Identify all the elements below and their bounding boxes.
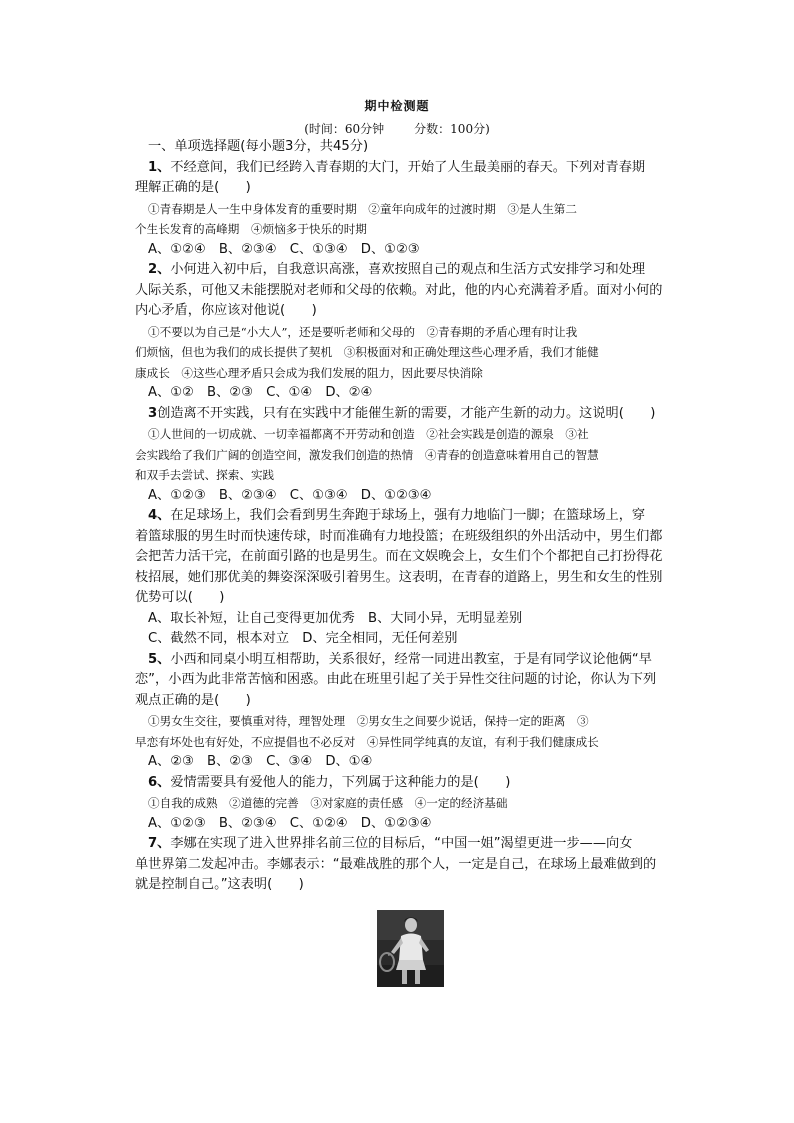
question-stem-line: 创造离不开实践，只有在实践中才能催生新的需要，才能产生新的动力。这说明( ): [157, 405, 656, 421]
statement-line: ①男女生交往，要慎重对待，理智处理 ②男女生之间要少说话，保持一定的距离 ③: [148, 714, 589, 728]
answer-choices: C、截然不同，根本对立 D、完全相同，无任何差别: [148, 631, 458, 646]
question-stem-line: 小西和同桌小明互相帮助，关系很好，经常一同进出教室，于是有同学议论他俩“早: [170, 651, 652, 667]
statement-line: ①人世间的一切成就、一切幸福都离不开劳动和创造 ②社会实践是创造的源泉 ③社: [148, 427, 589, 441]
statement-line: 们烦恼，但也为我们的成长提供了契机 ③积极面对和正确处理这些心理矛盾，我们才能健: [135, 345, 599, 359]
answer-choices: A、①② B、②③ C、①④ D、②④: [148, 385, 373, 400]
score-label: 分数：100分): [414, 122, 490, 136]
question-5: [135, 650, 670, 773]
statement-line: ①自我的成熟 ②道德的完善 ③对家庭的责任感 ④一定的经济基础: [148, 796, 508, 810]
question-stem-line: 观点正确的是( ): [135, 692, 251, 708]
question-number: 2、: [148, 262, 171, 277]
question-stem-line: 优势可以( ): [135, 590, 225, 605]
answer-choices: A、取长补短，让自己变得更加优秀 B、大同小异，无明显差别: [148, 610, 523, 626]
question-number: 6、: [148, 774, 171, 790]
question-stem-line: 就是控制自己。”这表明( ): [135, 877, 304, 892]
exam-title: 期中检测题: [364, 99, 430, 113]
statement-line: ①青春期是人一生中身体发育的重要时期 ②童年向成年的过渡时期 ③是人生第二: [148, 201, 577, 216]
question-stem-line: 理解正确的是( ): [135, 180, 251, 195]
answer-choices: A、①②③ B、②③④ C、①②④ D、①②③④: [148, 815, 432, 831]
question-stem-line: 会把苦力活干完，在前面引路的也是男生。而在文娱晚会上，女生们个个都把自己打扮得花: [135, 549, 663, 564]
question-number: 7、: [148, 836, 171, 851]
answer-choices: A、②③ B、②③ C、③④ D、①④: [148, 754, 373, 769]
question-stem-line: 枝招展，她们那优美的舞姿深深吸引着男生。这表明，在青春的道路上，男生和女生的性别: [135, 569, 663, 585]
section-heading: 一、单项选择题(每小题3分，共45分): [148, 139, 369, 154]
tennis-player-image: [377, 910, 444, 987]
question-number: 5、: [148, 651, 171, 667]
question-stem-line: 恋”，小西为此非常苦恼和困惑。由此在班里引起了关于异性交往问题的讨论，你认为下列: [135, 672, 657, 687]
question-stem-line: 在足球场上，我们会看到男生奔跑于球场上，强有力地临门一脚；在篮球场上，穿: [170, 508, 646, 523]
time-label: (时间：60分钟: [304, 122, 385, 136]
question-stem-line: 小何进入初中后，自我意识高涨，喜欢按照自己的观点和生活方式安排学习和处理: [170, 262, 646, 277]
exam-time-score: [0, 120, 794, 137]
question-4: [135, 506, 670, 650]
question-stem-line: 人际关系，可他又未能摆脱对老师和父母的依赖。对此，他的内心充满着矛盾。面对小何的: [135, 282, 663, 298]
question-stem-line: 爱情需要具有爱他人的能力，下列属于这种能力的是( ): [170, 774, 511, 790]
question-stem-line: 李娜在实现了进入世界排名前三位的目标后，“中国一姐”渴望更进一步——向女: [170, 836, 633, 851]
question-stem-line: 内心矛盾，你应该对他说( ): [135, 303, 317, 318]
statement-line: 会实践给了我们广阔的创造空间，激发我们创造的热情 ④青春的创造意味着用自己的智慧: [135, 447, 599, 462]
question-number: 1、: [148, 159, 171, 175]
statement-line: ①不要以为自己是“小大人”，还是要听老师和父母的 ②青春期的矛盾心理有时让我: [148, 324, 578, 339]
question-6: [148, 773, 670, 835]
tennis-player-photo: [377, 910, 444, 987]
question-stem-line: 单世界第二发起冲击。李娜表示：“最难战胜的那个人，一定是自己，在球场上最难做到的: [135, 856, 657, 872]
question-number: 4、: [148, 508, 171, 523]
answer-choices: A、①②④ B、②③④ C、①③④ D、①②③: [148, 241, 420, 257]
statement-line: 和双手去尝试、探索、实践: [135, 468, 275, 482]
question-7: [135, 834, 670, 896]
question-number: 3: [148, 405, 158, 421]
question-1: [135, 158, 670, 261]
question-stem-line: 不经意间，我们已经跨入青春期的大门，开始了人生最美丽的春天。下列对青春期: [170, 159, 646, 175]
exam-content: [135, 137, 670, 896]
question-2: [135, 260, 670, 404]
statement-line: 个生长发育的高峰期 ④烦恼多于快乐的时期: [135, 222, 367, 236]
statement-line: 早恋有坏处也有好处，不应提倡也不必反对 ④异性同学纯真的友谊，有利于我们健康成长: [135, 734, 599, 749]
statement-line: 康成长 ④这些心理矛盾只会成为我们发展的阻力，因此要尽快消除: [135, 365, 483, 380]
question-stem-line: 着篮球服的男生时而快速传球，时而准确有力地投篮；在班级组织的外出活动中，男生们都: [135, 528, 663, 544]
question-3: [135, 404, 670, 507]
answer-choices: A、①②③ B、②③④ C、①③④ D、①②③④: [148, 487, 432, 503]
